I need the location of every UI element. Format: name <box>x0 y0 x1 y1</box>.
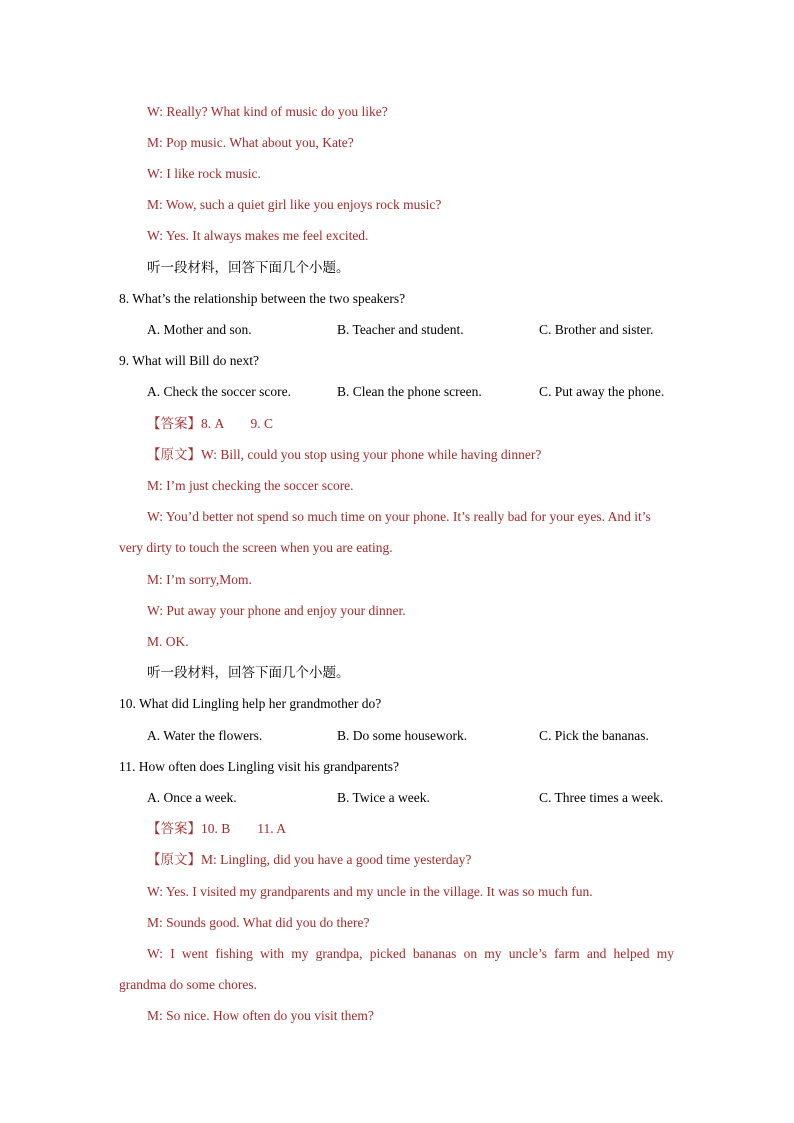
transcript-line: M: I’m just checking the soccer score. <box>147 478 354 493</box>
listening-instruction: 听一段材料，回答下面几个小题。 <box>147 260 350 275</box>
option-10a: A. Water the flowers. <box>147 728 263 743</box>
transcript-line: M: So nice. How often do you visit them? <box>147 1008 374 1023</box>
option-10c: C. Pick the bananas. <box>539 728 649 743</box>
answer-label: 【答案】 <box>147 416 201 431</box>
transcript-line: W: You’d better not spend so much time on your phone. It’s really bad for your eyes. And it’s <box>147 509 651 524</box>
answer-line <box>147 416 273 432</box>
transcript-line: M: I’m sorry,Mom. <box>147 572 252 587</box>
listening-instruction: 听一段材料，回答下面几个小题。 <box>147 665 350 680</box>
option-11b: B. Twice a week. <box>337 790 430 805</box>
transcript-text: M: Lingling, did you have a good time yesterday? <box>201 852 472 867</box>
transcript-line: M: Sounds good. What did you do there? <box>147 915 370 930</box>
answer-value: 10. B 11. A <box>201 821 287 836</box>
option-9c: C. Put away the phone. <box>539 384 665 399</box>
option-10b: B. Do some housework. <box>337 728 468 743</box>
option-11c: C. Three times a week. <box>539 790 664 805</box>
transcript-line: W: Put away your phone and enjoy your dinner. <box>147 603 406 618</box>
option-9b: B. Clean the phone screen. <box>337 384 482 399</box>
question-11: 11. How often does Lingling visit his grandparents? <box>119 759 399 774</box>
transcript-line: W: Yes. I visited my grandparents and my uncle in the village. It was so much fun. <box>147 884 593 899</box>
option-9a: A. Check the soccer score. <box>147 384 291 399</box>
option-8b: B. Teacher and student. <box>337 322 464 337</box>
option-8c: C. Brother and sister. <box>539 322 654 337</box>
answer-line <box>147 821 286 837</box>
transcript-line: M. OK. <box>147 634 189 649</box>
dialogue-line: W: Really? What kind of music do you like? <box>147 104 388 119</box>
dialogue-line: M: Wow, such a quiet girl like you enjoys rock music? <box>147 197 442 212</box>
question-8: 8. What’s the relationship between the two speakers? <box>119 291 406 306</box>
dialogue-line: W: Yes. It always makes me feel excited. <box>147 228 369 243</box>
transcript-label: 【原文】 <box>147 852 201 867</box>
transcript-line <box>147 447 541 463</box>
option-11a: A. Once a week. <box>147 790 237 805</box>
question-9: 9. What will Bill do next? <box>119 353 259 368</box>
dialogue-line: W: I like rock music. <box>147 166 261 181</box>
transcript-line: grandma do some chores. <box>119 977 257 992</box>
answer-label: 【答案】 <box>147 821 201 836</box>
transcript-text: W: Bill, could you stop using your phone while having dinner? <box>201 447 542 462</box>
question-10: 10. What did Lingling help her grandmother do? <box>119 696 382 711</box>
transcript-label: 【原文】 <box>147 447 201 462</box>
answer-value: 8. A 9. C <box>201 416 274 431</box>
option-8a: A. Mother and son. <box>147 322 252 337</box>
dialogue-line: M: Pop music. What about you, Kate? <box>147 135 354 150</box>
transcript-line: very dirty to touch the screen when you are eating. <box>119 540 393 555</box>
transcript-line: W: I went fishing with my grandpa, picked bananas on my uncle’s farm and helped my <box>147 946 674 961</box>
transcript-line <box>147 852 471 868</box>
